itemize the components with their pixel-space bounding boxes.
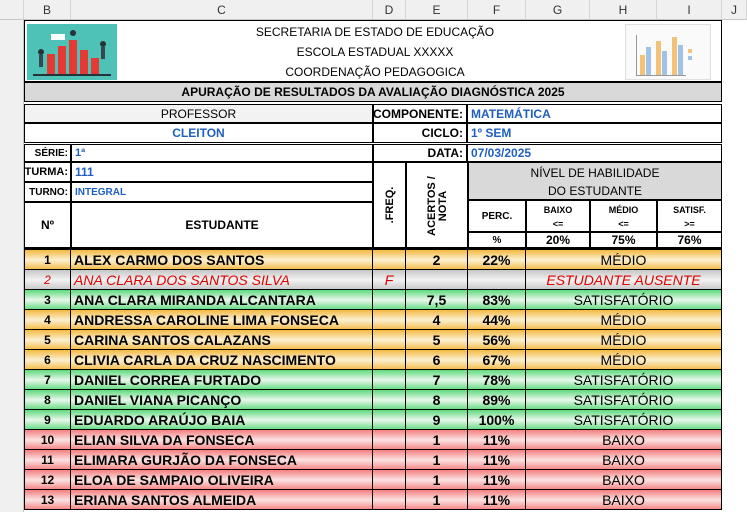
student-number[interactable]: 8 — [24, 390, 71, 410]
table-row[interactable] — [24, 390, 722, 410]
student-percentage[interactable] — [468, 270, 526, 290]
baixo-threshold-value[interactable]: 20% — [526, 232, 590, 248]
student-frequency[interactable] — [373, 430, 406, 450]
skill-level-line2: DO ESTUDANTE — [547, 184, 642, 198]
baixo-operator: <= — [552, 218, 564, 229]
table-row[interactable] — [24, 470, 722, 490]
turno-label: TURNO: — [24, 182, 71, 202]
student-number[interactable]: 5 — [24, 330, 71, 350]
column-header-f[interactable]: F — [468, 0, 526, 20]
student-score[interactable]: 9 — [406, 410, 468, 430]
medio-operator: <= — [618, 218, 629, 229]
serie-label: SÉRIE: — [24, 144, 71, 162]
student-percentage[interactable]: 56% — [468, 330, 526, 350]
student-name[interactable]: ELIAN SILVA DA FONSECA — [71, 430, 373, 450]
student-score[interactable]: 1 — [406, 490, 468, 510]
student-percentage[interactable]: 22% — [468, 250, 526, 270]
student-frequency[interactable] — [373, 250, 406, 270]
table-row[interactable] — [24, 330, 722, 350]
student-number[interactable]: 3 — [24, 290, 71, 310]
column-header-c[interactable]: C — [71, 0, 373, 20]
skill-level-line1: NÍVEL DE HABILIDADE — [530, 166, 660, 180]
student-skill-level[interactable]: ESTUDANTE AUSENTE — [526, 270, 722, 290]
student-score[interactable]: 1 — [406, 450, 468, 470]
column-header-b[interactable]: B — [24, 0, 71, 20]
student-name[interactable]: ELIMARA GURJÃO DA FONSECA — [71, 450, 373, 470]
student-skill-level[interactable]: MÉDIO — [526, 330, 722, 350]
student-number[interactable]: 2 — [24, 270, 71, 290]
student-skill-level[interactable]: SATISFATÓRIO — [526, 410, 722, 430]
select-all-corner[interactable] — [0, 0, 24, 20]
student-skill-level[interactable]: BAIXO — [526, 470, 722, 490]
table-row[interactable] — [24, 490, 722, 510]
student-number[interactable]: 4 — [24, 310, 71, 330]
number-column-header: Nº — [24, 202, 71, 248]
student-frequency[interactable] — [373, 350, 406, 370]
student-frequency[interactable] — [373, 450, 406, 470]
student-name[interactable]: ANA CLARA DOS SANTOS SILVA — [71, 270, 373, 290]
student-score[interactable]: 7 — [406, 370, 468, 390]
student-skill-level[interactable]: SATISFATÓRIO — [526, 290, 722, 310]
satisf-threshold-header — [657, 200, 722, 232]
mini-bar-chart-icon — [625, 24, 711, 80]
data-label: DATA: — [373, 144, 467, 162]
student-skill-level[interactable]: BAIXO — [526, 430, 722, 450]
baixo-threshold-header — [526, 200, 590, 232]
header-line-escola: ESCOLA ESTADUAL XXXXX — [296, 45, 454, 59]
componente-label: COMPONENTE: — [373, 104, 467, 123]
satisf-operator: >= — [684, 218, 695, 229]
perc-unit: % — [468, 232, 526, 248]
student-percentage[interactable]: 11% — [468, 470, 526, 490]
componente-value[interactable]: MATEMÁTICA — [467, 104, 722, 123]
column-header-d[interactable]: D — [373, 0, 406, 20]
column-header-e[interactable]: E — [406, 0, 468, 20]
student-score[interactable]: 6 — [406, 350, 468, 370]
table-row[interactable] — [24, 310, 722, 330]
turma-label: TURMA: — [24, 162, 71, 182]
student-skill-level[interactable]: MÉDIO — [526, 310, 722, 330]
student-name[interactable]: ANA CLARA MIRANDA ALCANTARA — [71, 290, 373, 310]
turno-value[interactable]: INTEGRAL — [71, 182, 373, 202]
student-percentage[interactable]: 89% — [468, 390, 526, 410]
student-skill-level[interactable]: MÉDIO — [526, 350, 722, 370]
table-row[interactable] — [24, 430, 722, 450]
professor-label: PROFESSOR — [24, 104, 373, 123]
student-frequency[interactable] — [373, 490, 406, 510]
student-percentage[interactable]: 100% — [468, 410, 526, 430]
student-score[interactable]: 1 — [406, 430, 468, 450]
acertos-header-text: ACERTOS / NOTA — [426, 176, 449, 236]
serie-value[interactable]: 1ª — [71, 144, 373, 162]
medio-label: MÉDIO — [608, 204, 639, 215]
student-score[interactable]: 4 — [406, 310, 468, 330]
student-name[interactable]: CARINA SANTOS CALAZANS — [71, 330, 373, 350]
header-line-secretaria: SECRETARIA DE ESTADO DE EDUCAÇÃO — [255, 25, 495, 39]
turma-value[interactable]: 111 — [71, 162, 373, 182]
podium-teamwork-icon — [27, 24, 117, 80]
table-row[interactable] — [24, 290, 722, 310]
header-line-coordenacao: COORDENAÇÃO PEDAGOGICA — [285, 65, 465, 79]
student-frequency[interactable] — [373, 330, 406, 350]
table-row[interactable] — [24, 410, 722, 430]
student-percentage[interactable]: 67% — [468, 350, 526, 370]
student-number[interactable]: 7 — [24, 370, 71, 390]
student-table-body — [24, 250, 722, 512]
student-frequency[interactable] — [373, 310, 406, 330]
student-percentage[interactable]: 83% — [468, 290, 526, 310]
column-header-h[interactable]: H — [590, 0, 657, 20]
student-number[interactable]: 9 — [24, 410, 71, 430]
student-number[interactable]: 12 — [24, 470, 71, 490]
student-frequency[interactable] — [373, 370, 406, 390]
table-row[interactable] — [24, 270, 722, 290]
medio-threshold-value[interactable]: 75% — [590, 232, 657, 248]
table-row[interactable] — [24, 370, 722, 390]
student-name[interactable]: ELOA DE SAMPAIO OLIVEIRA — [71, 470, 373, 490]
table-row[interactable] — [24, 350, 722, 370]
professor-value[interactable]: CLEITON — [24, 123, 373, 143]
student-percentage[interactable]: 11% — [468, 490, 526, 510]
student-name[interactable]: CLIVIA CARLA DA CRUZ NASCIMENTO — [71, 350, 373, 370]
baixo-label: BAIXO — [543, 204, 573, 215]
student-skill-level[interactable]: BAIXO — [526, 450, 722, 470]
student-number[interactable]: 1 — [24, 250, 71, 270]
student-name[interactable]: DANIEL VIANA PICANÇO — [71, 390, 373, 410]
report-title: APURAÇÃO DE RESULTADOS DA AVALIAÇÃO DIAGNÓSTICA 2025 — [24, 82, 722, 102]
student-name[interactable]: ALEX CARMO DOS SANTOS — [71, 250, 373, 270]
student-frequency[interactable] — [373, 470, 406, 490]
table-row[interactable] — [24, 250, 722, 270]
perc-header: PERC. — [468, 200, 526, 232]
student-number[interactable]: 13 — [24, 490, 71, 510]
student-score[interactable]: 7,5 — [406, 290, 468, 310]
acertos-column-header — [406, 162, 468, 248]
student-score[interactable]: 2 — [406, 250, 468, 270]
student-score[interactable]: 1 — [406, 470, 468, 490]
satisf-threshold-value[interactable]: 76% — [657, 232, 722, 248]
student-name[interactable]: EDUARDO ARAÚJO BAIA — [71, 410, 373, 430]
ciclo-value[interactable]: 1º SEM — [467, 123, 722, 143]
ciclo-label: CICLO: — [373, 123, 467, 143]
skill-level-header — [468, 162, 722, 200]
student-number[interactable]: 11 — [24, 450, 71, 470]
student-frequency[interactable] — [373, 410, 406, 430]
student-name[interactable]: ANDRESSA CAROLINE LIMA FONSECA — [71, 310, 373, 330]
student-column-header: ESTUDANTE — [71, 202, 373, 248]
freq-column-header — [373, 162, 406, 248]
student-frequency[interactable] — [373, 290, 406, 310]
student-score[interactable]: 8 — [406, 390, 468, 410]
spreadsheet-area — [24, 20, 722, 512]
table-row[interactable] — [24, 450, 722, 470]
column-header-j[interactable]: J — [722, 0, 747, 20]
student-score[interactable] — [406, 270, 468, 290]
student-percentage[interactable]: 11% — [468, 450, 526, 470]
column-header-i[interactable]: I — [657, 0, 722, 20]
column-header-g[interactable]: G — [526, 0, 590, 20]
student-percentage[interactable]: 78% — [468, 370, 526, 390]
row-gutter — [0, 20, 24, 512]
student-number[interactable]: 6 — [24, 350, 71, 370]
student-percentage[interactable]: 11% — [468, 430, 526, 450]
student-skill-level[interactable]: SATISFATÓRIO — [526, 370, 722, 390]
student-skill-level[interactable]: MÉDIO — [526, 250, 722, 270]
satisf-label: SATISF. — [673, 204, 706, 215]
student-number[interactable]: 10 — [24, 430, 71, 450]
student-name[interactable]: DANIEL CORREA FURTADO — [71, 370, 373, 390]
freq-header-text: .FREQ. — [384, 186, 396, 224]
data-value[interactable]: 07/03/2025 — [467, 144, 722, 162]
report-header — [24, 20, 722, 82]
student-frequency[interactable]: F — [373, 270, 406, 290]
student-skill-level[interactable]: BAIXO — [526, 490, 722, 510]
student-frequency[interactable] — [373, 390, 406, 410]
student-name[interactable]: ERIANA SANTOS ALMEIDA — [71, 490, 373, 510]
medio-threshold-header — [590, 200, 657, 232]
student-percentage[interactable]: 44% — [468, 310, 526, 330]
student-skill-level[interactable]: SATISFATÓRIO — [526, 390, 722, 410]
student-score[interactable]: 5 — [406, 330, 468, 350]
